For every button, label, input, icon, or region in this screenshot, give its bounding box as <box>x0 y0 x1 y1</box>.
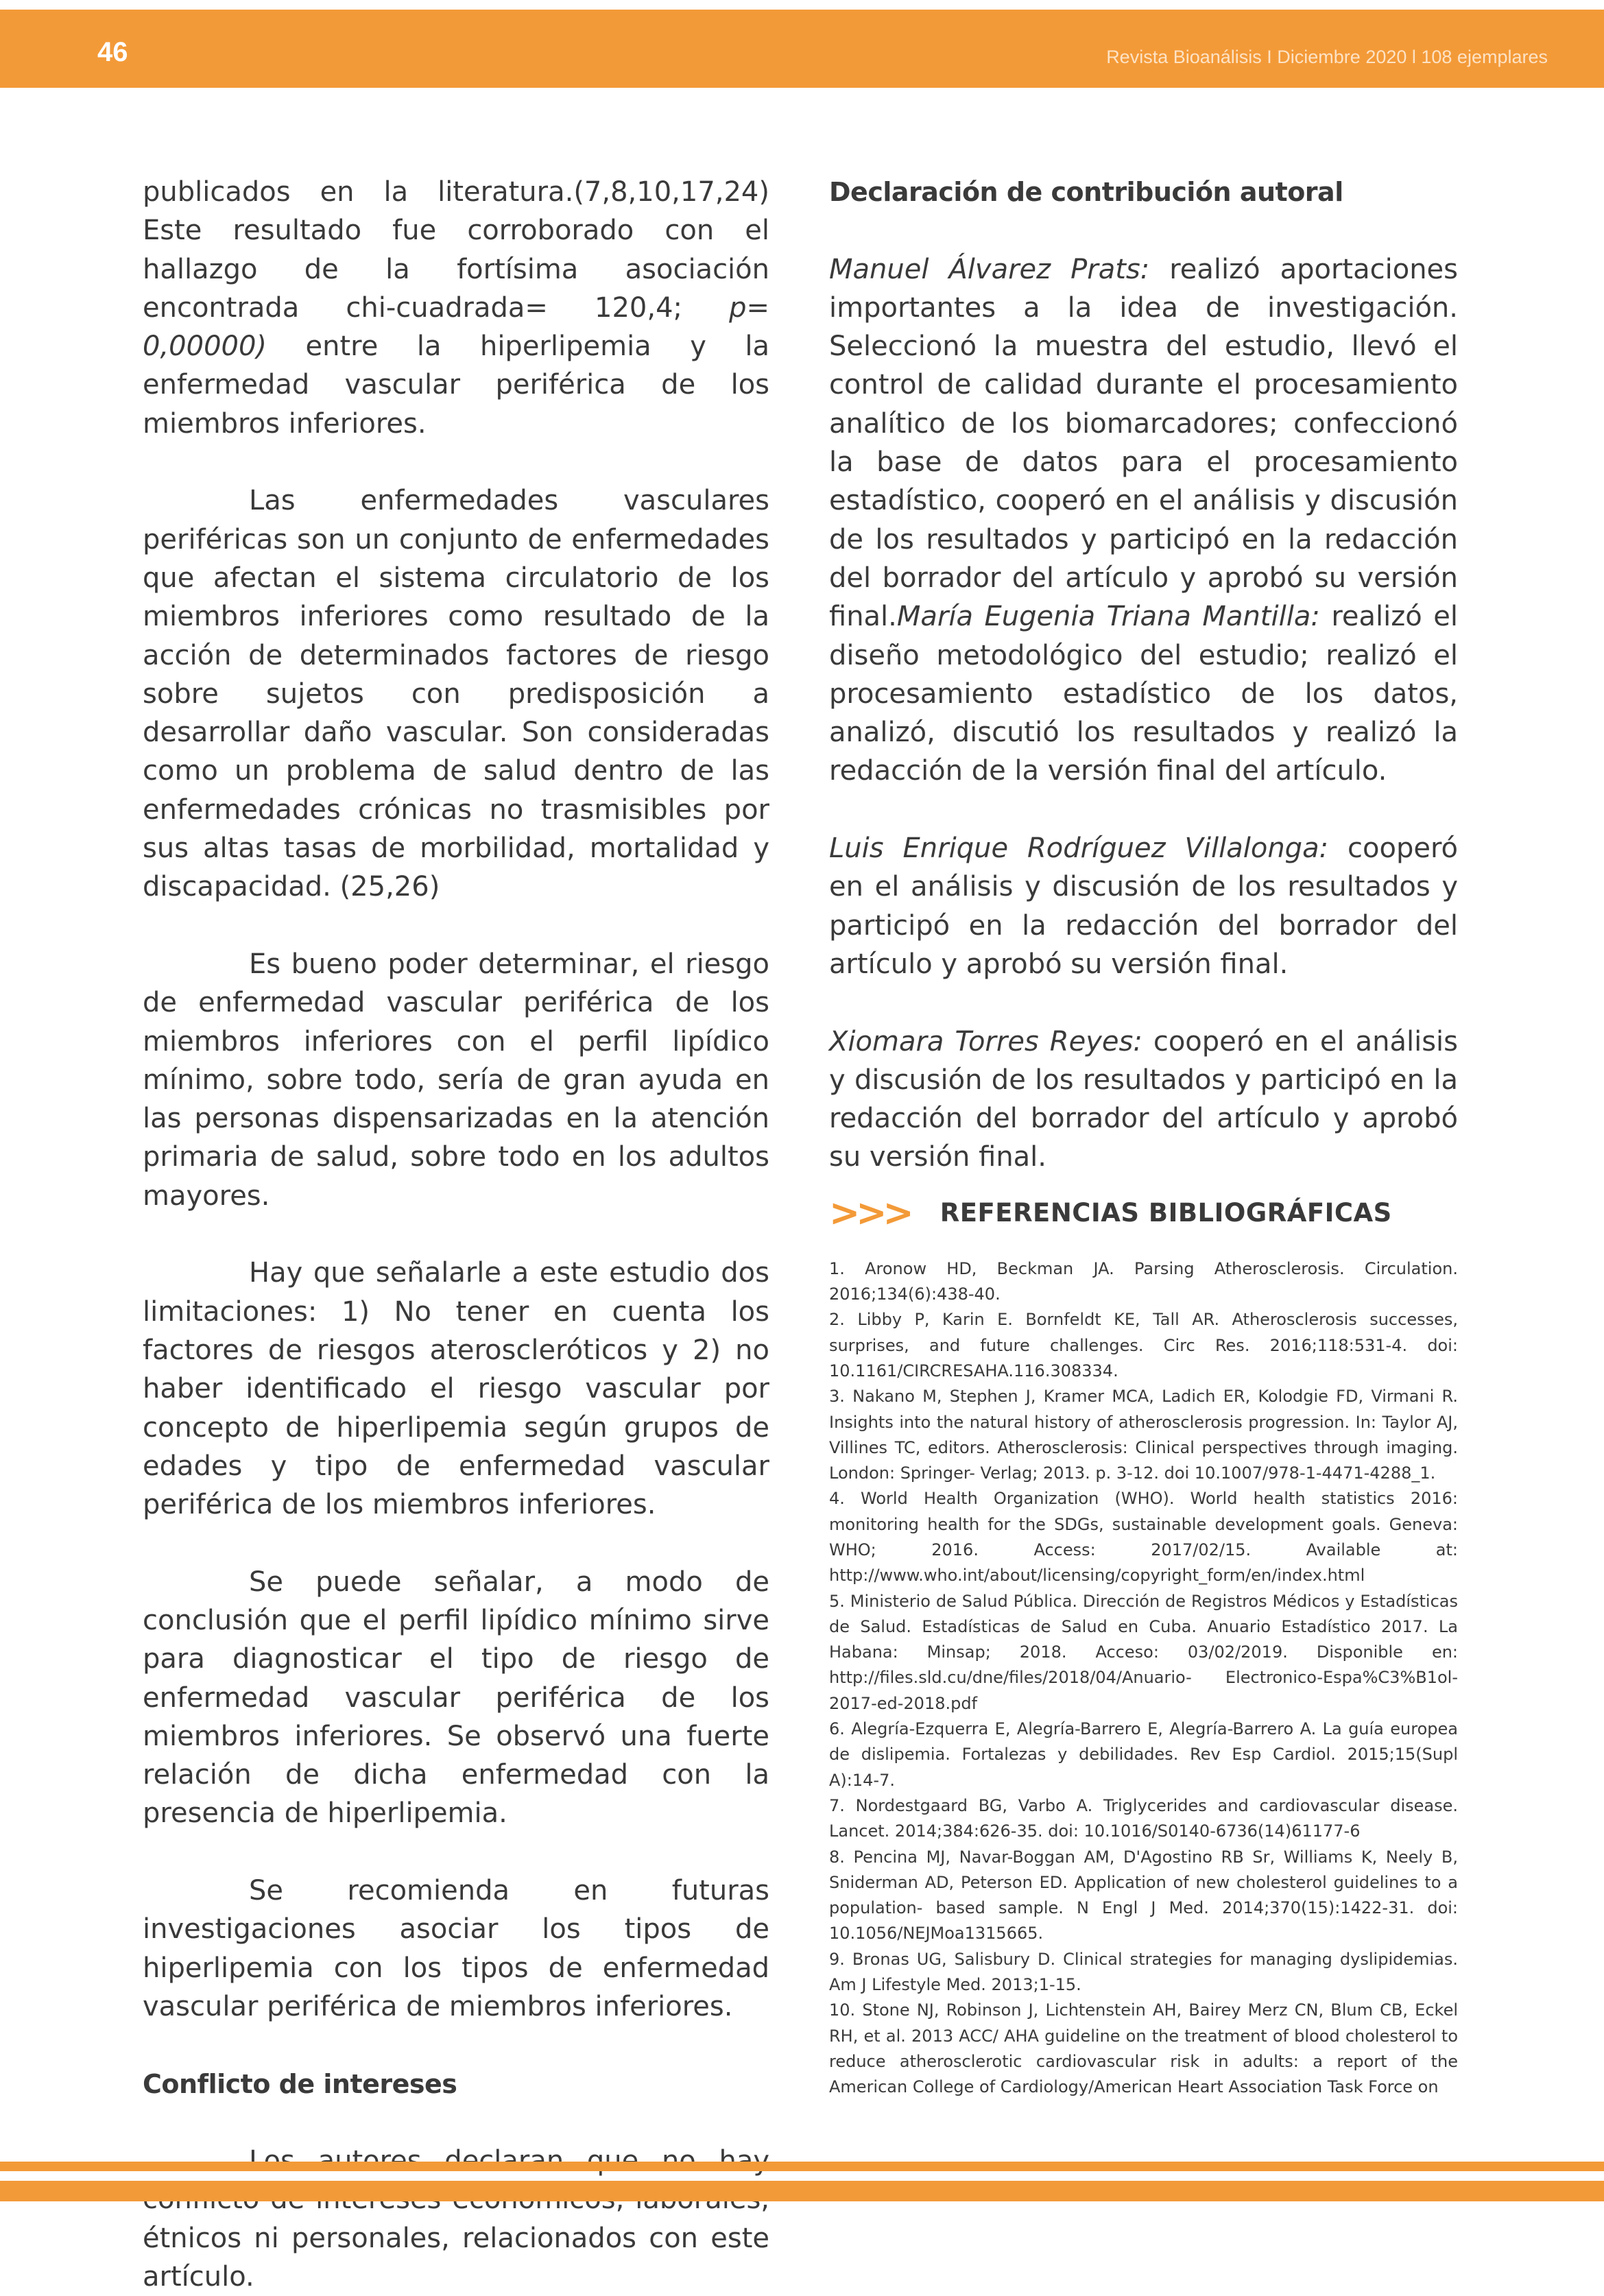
left-column <box>143 173 769 2296</box>
paragraph-results <box>143 173 769 443</box>
contribution-description: cooperó en el análisis y discusión de los resultados y participó en la redacción del borrador del artículo y aprobó su versión final. <box>829 833 1458 980</box>
contribution-heading: Declaración de contribución autoral <box>829 177 1343 207</box>
conflict-text: étnicos ni personales, relacionados con este artículo. <box>143 2222 769 2293</box>
conflict-heading: Conflicto de intereses <box>143 2068 457 2099</box>
right-column <box>829 173 1458 2101</box>
paragraph-definition: Las enfermedades vasculares periféricas son un conjunto de enfermedades que afectan el sistema circulatorio de los miembros inferiores como resultado de la acción de determinados factores de riesgo sobre sujetos con predisposición a desarrollar daño vascular. Son consideradas como un problema de salud dentro de las enfermedades crónicas no trasmisibles por sus altas tasas de morbilidad, mortalidad y discapacidad. (25,26) <box>143 485 769 903</box>
reference-item: 4. World Health Organization (WHO). World health statistics 2016: monitoring health for the SDGs, sustainable development goals. Geneva: WHO; 2016. Access: 2017/02/15. Available at: http://www.who.int/about/licensing/copyright_form/en/index.html <box>829 1489 1458 1586</box>
reference-item: 5. Ministerio de Salud Pública. Dirección de Registros Médicos y Estadísticas de Salud. Estadísticas de Salud en Cuba. Anuario Estadístico 2017. La Habana: Minsap; 2018. Acceso: 03/02/2019. Disponible en: http://files.sld.cu/dne/files/2018/04/Anuario- Electronico-Espa%C3%B1ol-2017-ed-2018.pdf <box>829 1591 1458 1713</box>
reference-item: 10. Stone NJ, Robinson J, Lichtenstein AH, Bairey Merz CN, Blum CB, Eckel RH, et al. 2013 ACC/ AHA guideline on the treatment of blood cholesterol to reduce atherosclerotic cardiovascular risk in adults: a report of the American College of Cardiology/American Heart Association Task Force on <box>829 2000 1458 2097</box>
footer-stripe-thin <box>0 2162 1604 2171</box>
chevron-right-icon: >>> <box>829 1191 910 1234</box>
author-name: Manuel Álvarez Prats: <box>829 253 1150 285</box>
contribution-text <box>829 250 1458 791</box>
header-bar <box>0 10 1604 88</box>
contribution-text <box>829 1023 1458 1177</box>
paragraph-text: entre la hiperlipemia y la enfermedad vascular periférica de los miembros inferiores. <box>143 331 769 440</box>
author-name: Luis Enrique Rodríguez Villalonga: <box>829 833 1329 865</box>
reference-item: 6. Alegría-Ezquerra E, Alegría-Barrero E, Alegría-Barrero A. La guía europea de dislipemia. Fortalezas y debilidades. Rev Esp Cardiol. 2015;15(Supl A):14-7. <box>829 1719 1458 1790</box>
reference-item: 1. Aronow HD, Beckman JA. Parsing Atherosclerosis. Circulation. 2016;134(6):438-40. <box>829 1258 1458 1304</box>
contribution-text <box>829 829 1458 983</box>
footer-stripe-thick <box>0 2181 1604 2201</box>
reference-item: 2. Libby P, Karin E. Bornfeldt KE, Tall AR. Atherosclerosis successes, surprises, and future challenges. Circ Res. 2016;118:531-4. doi: 10.1161/CIRCRESAHA.116.308334. <box>829 1310 1458 1380</box>
p-value: p= 0,00000) <box>143 291 769 363</box>
contribution-description: cooperó en el análisis y discusión de los resultados y participó en la redacción del borrador del artículo y aprobó su versión final. <box>829 1025 1458 1173</box>
reference-item: 8. Pencina MJ, Navar-Boggan AM, D'Agostino RB Sr, Williams K, Neely B, Sniderman AD, Peterson ED. Application of new cholesterol guidelines to a population- based sample. N Engl J Med. 2014;370(15):1422-31. doi: 10.1056/NEJMoa1315665. <box>829 1847 1458 1944</box>
reference-item: 9. Bronas UG, Salisbury D. Clinical strategies for managing dyslipidemias. Am J Lifestyle Med. 2013;1-15. <box>829 1949 1458 1995</box>
paragraph-usefulness: Es bueno poder determinar, el riesgo de enfermedad vascular periférica de los miembros inferiores con el perfil lipídico mínimo, sobre todo, sería de gran ayuda en las personas dispensarizadas en la atención primaria de salud, sobre todo en los adultos mayores. <box>143 948 769 1212</box>
references-heading-row <box>829 1189 1458 1237</box>
paragraph-conclusion: Se puede señalar, a modo de conclusión que el perfil lipídico mínimo sirve para diagnosticar el tipo de riesgo de enfermedad vascular periférica de los miembros inferiores. Se observó una fuerte relación de dicha enfermedad con la presencia de hiperlipemia. <box>143 1566 769 1830</box>
paragraph-limitations: Hay que señalarle a este estudio dos limitaciones: 1) No tener en cuenta los factores de riesgos ateroscleróticos y 2) no haber identificado el riesgo vascular por concepto de hiperlipemia según grupos de edades y tipo de enfermedad vascular periférica de los miembros inferiores. <box>143 1257 769 1521</box>
author-name: María Eugenia Triana Mantilla: <box>896 601 1320 633</box>
paragraph-recommendation: Se recomienda en futuras investigaciones asociar los tipos de hiperlipemia con los tipos de enfermedad vascular periférica de miembros inferiores. <box>143 1875 769 2022</box>
paragraph-text: publicados en la literatura.(7,8,10,17,24) Este resultado fue corroborado con el hallazgo de la fortísima asociación encontrada chi-cuadrada= 120,4; <box>143 176 769 324</box>
contribution-description: realizó aportaciones importantes a la idea de investigación. Seleccionó la muestra del estudio, llevó el control de calidad durante el procesamiento analítico de los biomarcadores; confeccionó la base de datos para el procesamiento estadístico, cooperó en el análisis y discusión de los resultados y participó en la redacción del borrador del artículo y aprobó su versión final. <box>829 253 1458 633</box>
author-name: Xiomara Torres Reyes: <box>829 1025 1142 1057</box>
reference-item: 7. Nordestgaard BG, Varbo A. Triglycerides and cardiovascular disease. Lancet. 2014;384:626-35. doi: 10.1016/S0140-6736(14)61177-6 <box>829 1795 1458 1841</box>
page-number: 46 <box>97 37 128 67</box>
journal-info: Revista Bioanálisis I Diciembre 2020 l 108 ejemplares <box>1106 47 1548 67</box>
reference-item: 3. Nakano M, Stephen J, Kramer MCA, Ladich ER, Kolodgie FD, Virmani R. Insights into the natural history of atherosclerosis progression. In: Taylor AJ, Villines TC, editors. Atherosclerosis: Clinical perspectives through imaging. London: Springer- Verlag; 2013. p. 3-12. doi 10.1007/978-1-4471-4288_1. <box>829 1387 1458 1483</box>
references-list <box>829 1256 1458 2101</box>
contribution-description: realizó el diseño metodológico del estudio; realizó el procesamiento estadístico de los datos, analizó, discutió los resultados y realizó la redacción de la versión final del artículo. <box>829 601 1458 787</box>
references-heading: REFERENCIAS BIBLIOGRÁFICAS <box>939 1197 1392 1228</box>
